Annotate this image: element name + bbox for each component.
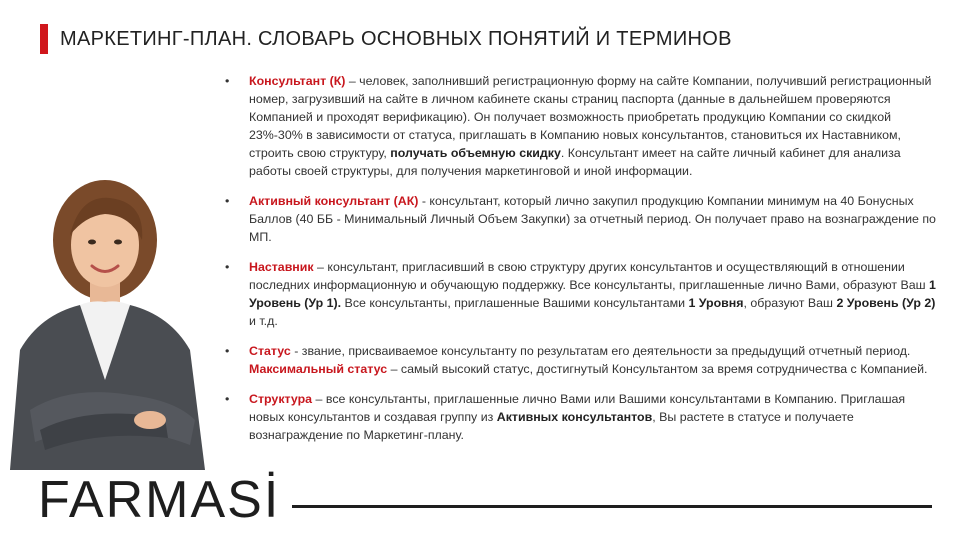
page-title: МАРКЕТИНГ-ПЛАН. СЛОВАРЬ ОСНОВНЫХ ПОНЯТИЙ И ТЕРМИНОВ [60, 28, 732, 50]
bullet-icon: • [225, 260, 230, 274]
glossary-item-text [249, 390, 938, 444]
glossary-list [222, 72, 938, 456]
body-text: , Вы растете в статусе и получаете вознаграждение по Маркетинг-плану. [249, 410, 854, 442]
term-highlight: Статус [249, 344, 291, 358]
body-text: – консультант, пригласивший в свою структуру других консультантов и осуществляющий в отношении последних информационную и обучающую поддержку. Все консультанты, приглашенные лично Вами, образуют Ваш [249, 260, 929, 292]
glossary-item [222, 258, 938, 330]
body-text: – самый высокий статус, достигнутый Консультантом за время сотрудничества с Компанией. [387, 362, 928, 376]
bullet-icon: • [225, 74, 230, 88]
glossary-item-text [249, 258, 938, 330]
body-text: - звание, присваиваемое консультанту по результатам его деятельности за предыдущий отчетный период. [290, 344, 911, 358]
bullet-icon: • [225, 194, 230, 208]
businesswoman-photo [0, 180, 215, 470]
bold-text: 1 Уровня [688, 296, 744, 310]
farmasi-logo: FARMASİ [38, 471, 281, 529]
footer-divider [292, 505, 932, 508]
body-text: Все консультанты, приглашенные Вашими консультантами [341, 296, 689, 310]
glossary-item [222, 72, 938, 180]
body-text: , образуют Ваш [743, 296, 837, 310]
body-text: – человек, заполнивший регистрационную форму на сайте Компании, получивший регистрационный номер, загрузивший на сайте в личном кабинете сканы страниц паспорта (данные в дальнейшем проверяются Компанией и проходят верификацию). Он получает возможность приобретать продукцию Компании со скидкой 23%-30% в зависимости от статуса, приглашать в Компанию новых консультантов, становиться их Наставником, строить свою структуру, [249, 74, 932, 160]
glossary-item [222, 342, 938, 378]
body-text: . Консультант имеет на сайте личный кабинет для анализа работы своей структуры, для получения маркетинговой и иной информации. [249, 146, 901, 178]
bold-text: 2 Уровень (Ур 2) [836, 296, 936, 310]
term-highlight: Наставник [249, 260, 314, 274]
bold-text: получать объемную скидку [390, 146, 561, 160]
glossary-item-text [249, 192, 938, 246]
bold-text: 1 Уровень (Ур 1). [249, 278, 936, 310]
bold-text: Активных консультантов [496, 410, 653, 424]
term-highlight: Активный консультант (АК) [249, 194, 419, 208]
body-text: – все консультанты, приглашенные лично Вами или Вашими консультантами в Компанию. Приглашая новых консультантов и создавая группу из [249, 392, 906, 424]
bullet-icon: • [225, 392, 230, 406]
body-text: - консультант, который лично закупил продукцию Компании минимум на 40 Бонусных Баллов (40 ББ - Минимальный Личный Объем Закупки) за отчетный период. Он получает право на вознаграждение по МП. [249, 194, 936, 244]
term-highlight: Максимальный статус [249, 362, 388, 376]
term-highlight: Структура [249, 392, 313, 406]
term-highlight: Консультант (К) [249, 74, 346, 88]
body-text: и т.д. [249, 314, 278, 328]
glossary-item-text [249, 72, 938, 180]
glossary-item [222, 390, 938, 444]
bullet-icon: • [225, 344, 230, 358]
glossary-item [222, 192, 938, 246]
title-accent-bar [40, 24, 48, 54]
glossary-item-text [249, 342, 938, 378]
